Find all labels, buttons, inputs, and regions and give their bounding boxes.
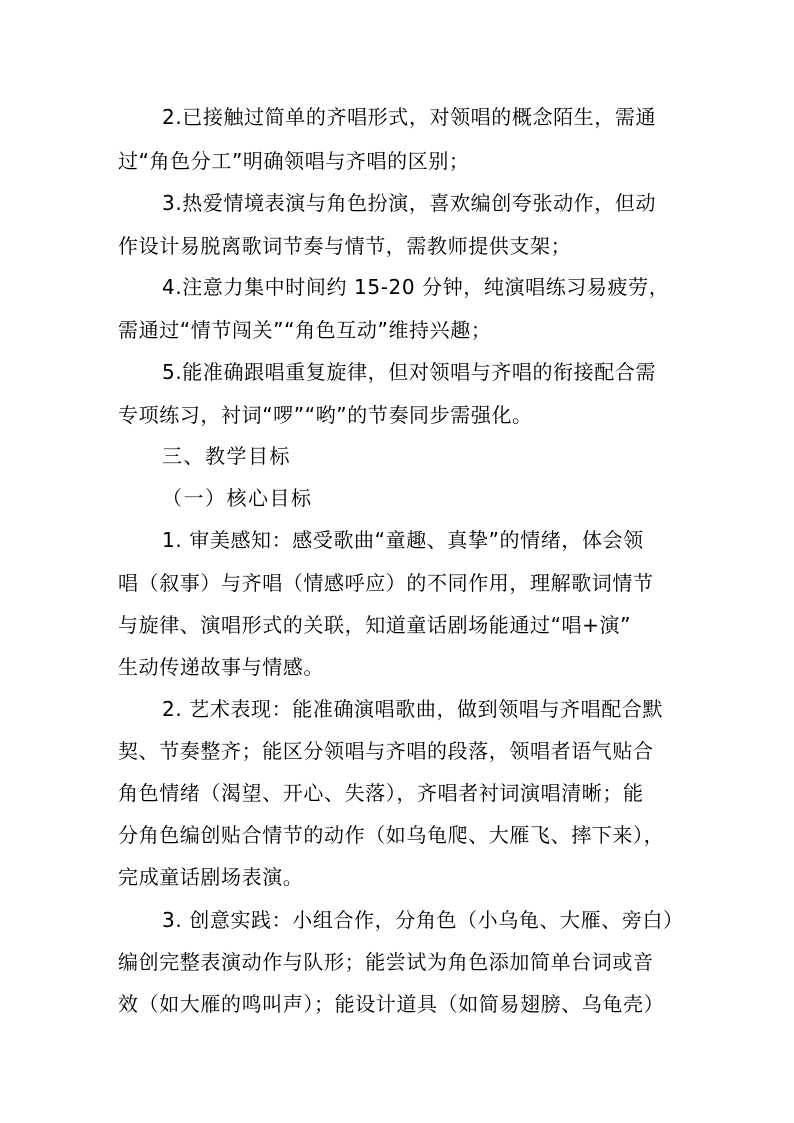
goal-1-line-4: 生动传递故事与情感。 [118,655,324,679]
goal-1-line-2: 唱（叙事）与齐唱（情感呼应）的不同作用，理解歌词情节 [118,571,654,595]
goal-1-line-1: 1. 审美感知：感受歌曲“童趣、真挚”的情绪，体会领 [162,528,644,552]
paragraph-4-line-2: 需通过“情节闯关”“角色互动”维持兴趣； [118,318,492,342]
goal-2-line-5: 完成童话剧场表演。 [118,865,304,889]
goal-3-line-3: 效（如大雁的鸣叫声）；能设计道具（如简易翅膀、乌龟壳） [118,992,665,1016]
paragraph-3-line-1: 3.热爱情境表演与角色扮演，喜欢编创夸张动作，但动 [162,191,657,215]
goal-3-line-2: 编创完整表演动作与队形；能尝试为角色添加简单台词或音 [118,950,654,974]
goal-1-line-3: 与旋律、演唱形式的关联，知道童话剧场能通过“唱+演” [118,613,632,637]
goal-2-line-2: 契、节奏整齐；能区分领唱与齐唱的段落，领唱者语气贴合 [118,739,654,763]
paragraph-5-line-1: 5.能准确跟唱重复旋律，但对领唱与齐唱的衔接配合需 [162,360,657,384]
goal-3-line-1: 3. 创意实践：小组合作，分角色（小乌龟、大雁、旁白） [162,908,684,932]
paragraph-5-line-2: 专项练习，衬词“啰”“哟”的节奏同步需强化。 [118,403,533,427]
subsection-heading: （一）核心目标 [162,486,313,510]
goal-2-line-3: 角色情绪（渴望、开心、失落），齐唱者衬词演唱清晰；能 [118,781,644,805]
paragraph-2-line-2: 过“角色分工”明确领唱与齐唱的区别； [118,149,470,173]
paragraph-4-line-1: 4.注意力集中时间约 15-20 分钟，纯演唱练习易疲劳， [162,275,670,299]
goal-2-line-4: 分角色编创贴合情节的动作（如乌龟爬、大雁飞、摔下来）， [118,823,665,847]
section-heading: 三、教学目标 [162,444,291,468]
paragraph-2-line-1: 2.已接触过简单的齐唱形式，对领唱的概念陌生，需通 [162,105,657,129]
goal-2-line-1: 2. 艺术表现：能准确演唱歌曲，做到领唱与齐唱配合默 [162,697,664,721]
paragraph-3-line-2: 作设计易脱离歌词节奏与情节，需教师提供支架； [118,234,572,258]
